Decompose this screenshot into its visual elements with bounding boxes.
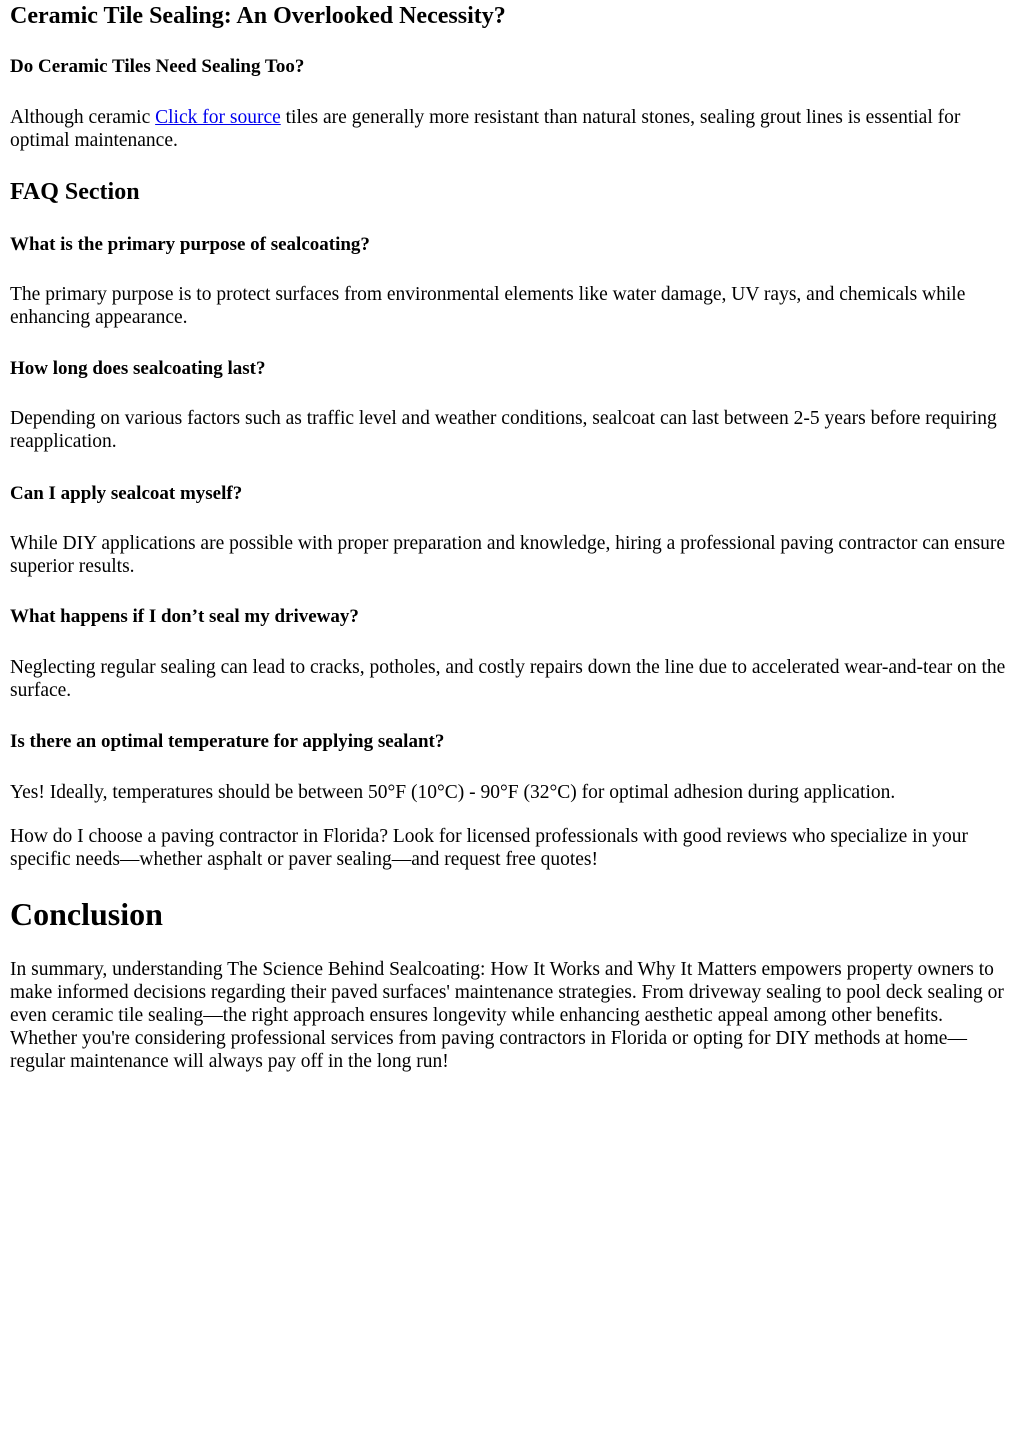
paragraph-ceramic (10, 106, 1010, 152)
subheading-ceramic: Do Ceramic Tiles Need Sealing Too? (10, 56, 305, 77)
conclusion-paragraph: In summary, understanding The Science Behind Sealcoating: How It Works and Why It Matters empowers property owners to make informed decisions regarding their paved surfaces' maintenance strategies. From driveway sealing to pool deck sealing or even ceramic tile sealing—the right approach ensures longevity while enhancing aesthetic appeal among other benefits. Whether you're considering professional services from paving contractors in Florida or opting for DIY methods at home—regular maintenance will always pay off in the long run! (10, 959, 1004, 1072)
faq-question: How long does sealcoating last? (10, 358, 266, 379)
faq-contractor-paragraph: How do I choose a paving contractor in Florida? Look for licensed professionals with good reviews who specialize in your specific needs—whether asphalt or paver sealing—and request free quotes! (10, 826, 968, 870)
faq-question: What is the primary purpose of sealcoating? (10, 234, 370, 255)
source-link[interactable]: Click for source (155, 107, 281, 128)
paragraph-ceramic-start: Although ceramic (10, 107, 156, 128)
faq-answer: While DIY applications are possible with proper preparation and knowledge, hiring a professional paving contractor can ensure superior results. (10, 533, 1006, 577)
faq-question: Is there an optimal temperature for applying sealant? (10, 731, 445, 752)
faq-answer: Depending on various factors such as traffic level and weather conditions, sealcoat can last between 2-5 years before requiring reapplication. (10, 408, 997, 452)
faq-answer: Neglecting regular sealing can lead to cracks, potholes, and costly repairs down the line due to accelerated wear-and-tear on the surface. (10, 657, 1006, 701)
faq-answer: Yes! Ideally, temperatures should be between 50°F (10°C) - 90°F (32°C) for optimal adhesion during application. (10, 782, 896, 803)
conclusion-title: Conclusion (10, 896, 163, 932)
paragraph-ceramic-end: tiles are generally more resistant than natural stones, sealing grout lines is essential for optimal maintenance. (10, 107, 961, 151)
faq-section-title: FAQ Section (10, 179, 140, 205)
section-title-ceramic: Ceramic Tile Sealing: An Overlooked Necessity? (10, 3, 506, 29)
faq-question: Can I apply sealcoat myself? (10, 483, 243, 504)
faq-answer: The primary purpose is to protect surfaces from environmental elements like water damage, UV rays, and chemicals while enhancing appearance. (10, 284, 966, 328)
faq-question: What happens if I don’t seal my driveway? (10, 606, 359, 627)
